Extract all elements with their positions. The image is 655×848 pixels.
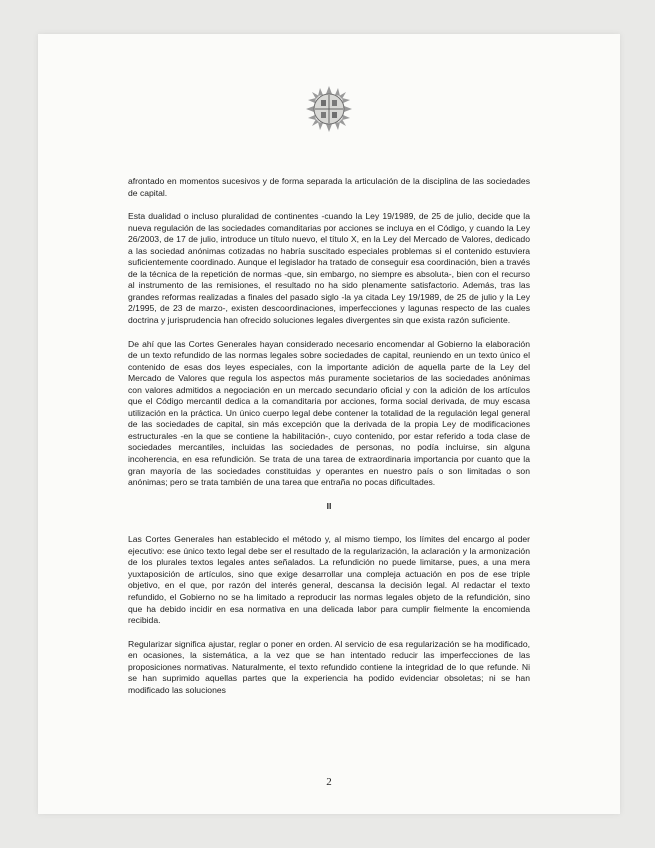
paragraph-regularizar: Regularizar significa ajustar, reglar o poner en orden. Al servicio de esa regularización se ha modificado, en ocasiones, la sistemática, a la vez que se han intentado reducir las imperfecciones de las proposiciones normativas. Naturalmente, el texto refundido contiene la integridad de lo que refunde. Ni se han suprimido aquellas partes que la experiencia ha podido evidenciar obsoletas; ni se han modificado las soluciones: [128, 638, 530, 695]
emblem-seal-icon: [306, 86, 352, 132]
paragraph-continuation: afrontado en momentos sucesivos y de forma separada la articulación de la disciplina de las sociedades de capital.: [128, 176, 530, 198]
paragraph-metodo: Las Cortes Generales han establecido el método y, al mismo tiempo, los límites del encargo al poder ejecutivo: ese único texto legal debe ser el resultado de la regularización, la aclaración y la armonización de los plurales textos legales antes señalados. La refundición no puede limitarse, pues, a una mera yuxtaposición de artículos, sino que exige desarrollar una compleja actuación en pos de ese triple objetivo, en el que, por razón del interés general, descansa la decisión legal. Al redactar el texto refundido, el Gobierno no se ha limitado a reproducir las normas legales objeto de la refundición, sino que ha debido incidir en esa normativa en una delicada labor para cumplir fielmente la encomienda recibida.: [128, 534, 530, 626]
page-number: 2: [326, 776, 332, 788]
paragraph-cortes-generales: De ahí que las Cortes Generales hayan considerado necesario encomendar al Gobierno la elaboración de un texto refundido de las normas legales sobre sociedades de capital, reuniendo en un texto único el contenido de esas dos leyes especiales, con la importante adición de aquella parte de la Ley del Mercado de Valores que regula los aspectos más puramente societarios de las sociedades anónimas con valores admitidos a negociación en un mercado secundario oficial y con la adición de los artículos que el Código mercantil dedica a la comanditaria por acciones, forma social derivada, de muy escasa utilización en la práctica. Un único cuerpo legal debe contener la totalidad de la regulación legal general de las sociedades de capital, sin más excepción que la derivada de la propia Ley de modificaciones estructurales -en la que se contiene la habilitación-, cuyo contenido, por estar referido a toda clase de sociedades mercantiles, incluidas las sociedades de personas, no podía incluirse, sin alguna incoherencia, en esa refundición. Se trata de una tarea de extraordinaria importancia por cuanto que la gran mayoría de las sociedades constituidas y operantes en nuestro país o son limitadas o son anónimas; pero se trata también de una tarea que entraña no pocas dificultades.: [128, 338, 530, 488]
document-body: [128, 176, 530, 708]
section-heading-ii: II: [326, 500, 332, 511]
document-page: [38, 34, 620, 814]
paragraph-continentes: Esta dualidad o incluso pluralidad de continentes -cuando la Ley 19/1989, de 25 de julio, decide que la nueva regulación de las sociedades comanditarias por acciones se incluya en el Código, y cuando la Ley 26/2003, de 17 de julio, introduce un título nuevo, el título X, en la Ley del Mercado de Valores, dedicado a las sociedad anónimas cotizadas no habría suscitado especiales problemas si el contenido estuviera suficientemente coordinado. Aunque el legislador ha tratado de conseguir esa coordinación, bien a través de la técnica de la repetición de normas -que, sin embargo, no siempre es absoluta-, bien con el recurso al instrumento de las remisiones, el resultado no ha sido plenamente satisfactorio. Además, tras las grandes reformas realizadas a finales del pasado siglo -la ya citada Ley 19/1989, de 25 de julio y la Ley 2/1995, de 23 de marzo-, existen descoordinaciones, imperfecciones y lagunas respecto de las cuales doctrina y jurisprudencia han ofrecido soluciones legales divergentes sin que exista razón suficiente.: [128, 211, 530, 326]
